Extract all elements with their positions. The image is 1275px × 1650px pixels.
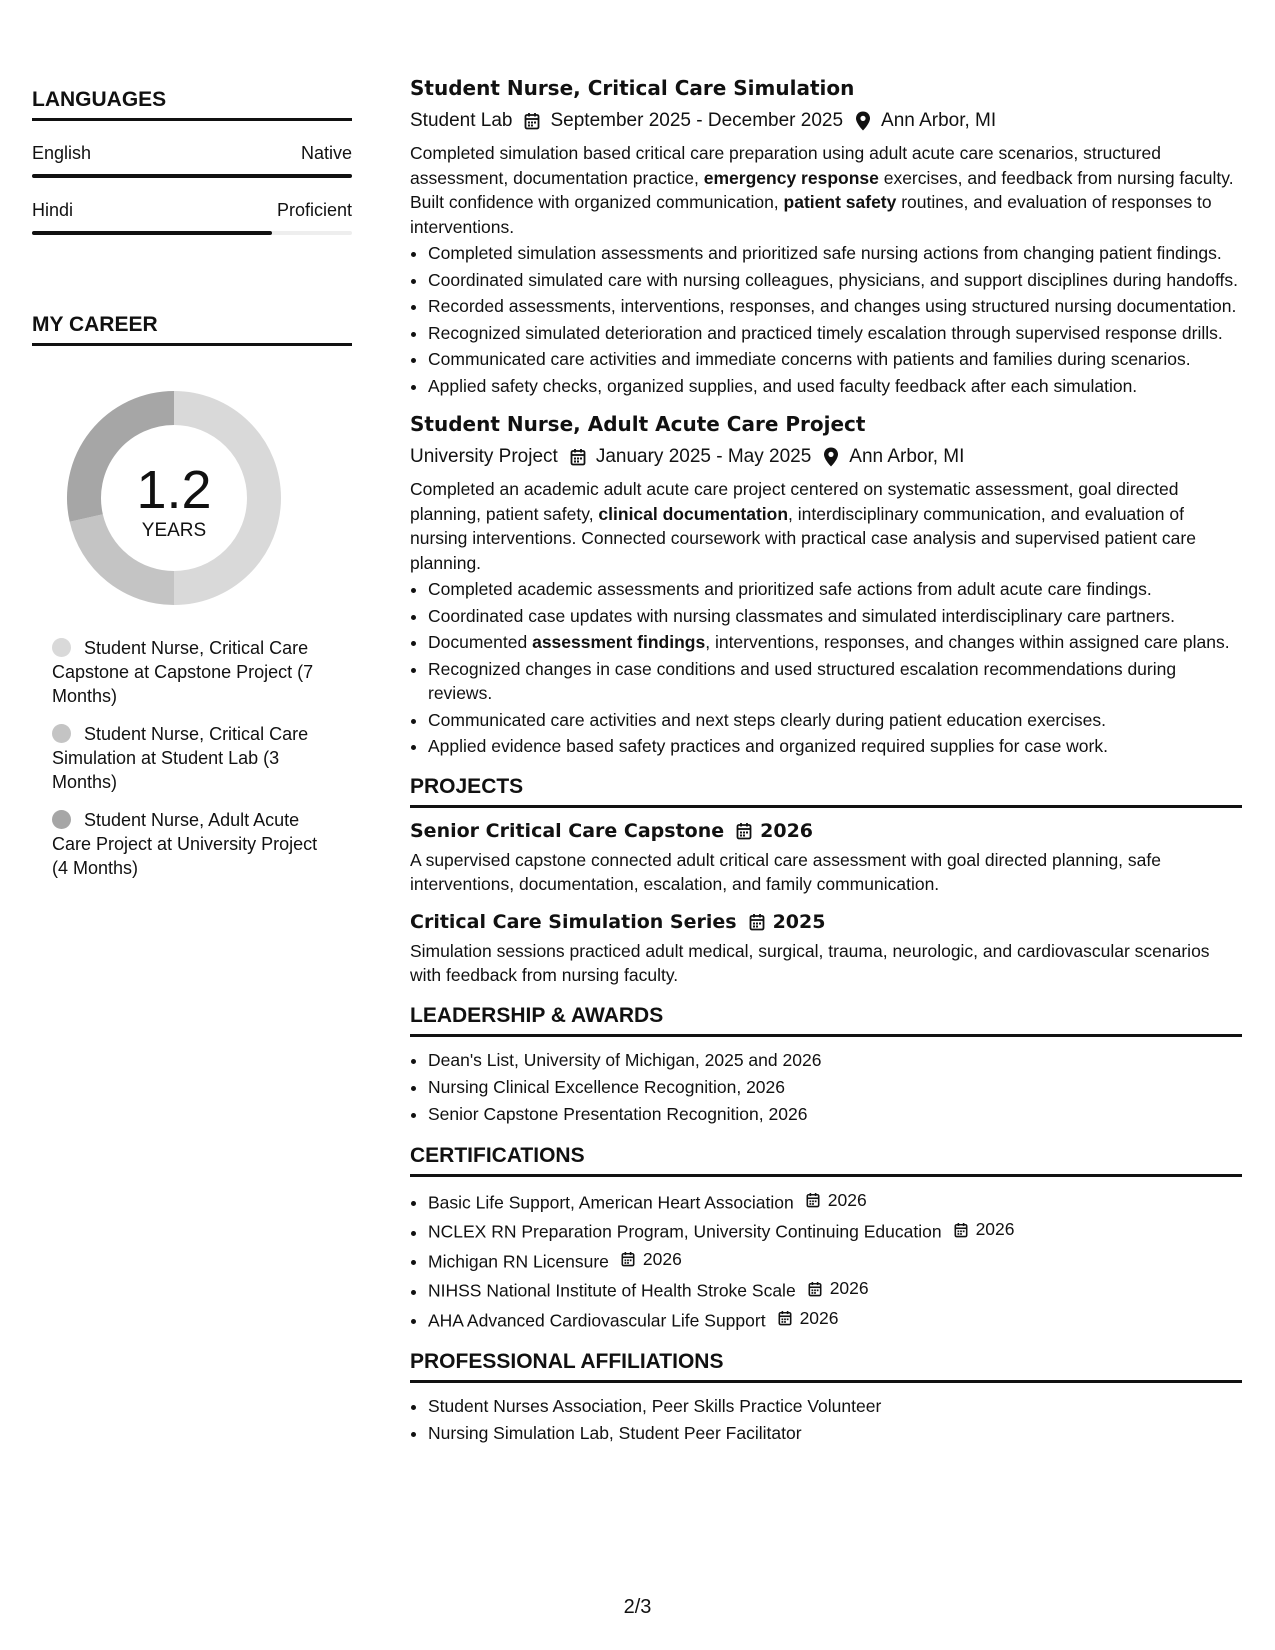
sidebar: [32, 88, 352, 894]
job-bullet: [428, 347, 1242, 372]
projects-list: [410, 820, 1242, 988]
job-location: Ann Arbor, MI: [881, 110, 997, 131]
awards-title: LEADERSHIP & AWARDS: [410, 1004, 1242, 1037]
career-legend-label: Student Nurse, Critical Care Simulation at Student Lab (3 Months): [52, 724, 309, 792]
career-legend-label: Student Nurse, Adult Acute Care Project at University Project (4 Months): [52, 810, 318, 878]
certification-year: 2026: [975, 1219, 1015, 1239]
text-segment: Recognized simulated deterioration and practiced timely escalation through supervised response drills.: [428, 322, 1223, 343]
language-name: Hindi: [32, 200, 74, 220]
location-pin-icon: [823, 447, 839, 467]
project-year: 2025: [772, 910, 826, 933]
text-segment: Recorded assessments, interventions, responses, and changes using structured nursing documentation.: [428, 296, 1237, 316]
certification-date: [621, 1246, 682, 1273]
certification-year: 2026: [642, 1248, 682, 1269]
text-segment: Applied safety checks, organized supplies, and used faculty feedback after each simulation.: [428, 375, 1138, 396]
certification-item: [428, 1275, 1242, 1305]
text-segment: Recognized changes in case conditions and used structured escalation recommendations during reviews.: [428, 658, 1177, 703]
bold-keyword: assessment findings: [532, 632, 706, 652]
job-meta: [410, 446, 1242, 468]
language-item: [32, 200, 352, 235]
project-year: 2026: [760, 819, 814, 842]
affiliation-item: • Nursing Simulation Lab, Student Peer Facilitator: [428, 1420, 1242, 1447]
project-entry: [410, 911, 1242, 988]
job-bullet: [428, 708, 1242, 733]
career-legend-item: [52, 808, 332, 880]
calendar-icon: [806, 1192, 824, 1208]
calendar-icon: [778, 1310, 796, 1326]
certification-date: [778, 1305, 839, 1332]
certification-date: [808, 1275, 869, 1302]
project-description: A supervised capstone connected adult critical care assessment with goal directed planning, safe interventions, documentation, escalation, and family communication.: [410, 849, 1161, 894]
text-segment: Completed academic assessments and prioritized safe actions from adult acute care findings.: [428, 579, 1152, 599]
career-legend: [52, 636, 332, 880]
job-description: [410, 141, 1242, 239]
language-level-bar: [32, 174, 352, 178]
projects-title: PROJECTS: [410, 775, 1242, 808]
certification-year: 2026: [829, 1278, 869, 1298]
language-row: [32, 143, 352, 164]
calendar-icon: [749, 913, 765, 931]
text-segment: Communicated care activities and next steps clearly during patient education exercises.: [428, 709, 1106, 730]
project-name: Critical Care Simulation Series: [410, 910, 737, 933]
bold-keyword: clinical documentation: [598, 503, 789, 524]
award-item: • Nursing Clinical Excellence Recognition, 2026: [428, 1074, 1242, 1101]
text-segment: routines, and evaluation of responses to interventions.: [410, 192, 1212, 237]
text-segment: Coordinated simulated care with nursing colleagues, physicians, and support disciplines during handoffs.: [428, 269, 1239, 290]
project-entry: [410, 820, 1242, 897]
project-header: [410, 911, 1242, 933]
career-legend-item: [52, 636, 332, 708]
legend-dot-icon: [52, 810, 71, 829]
project-name: Senior Critical Care Capstone: [410, 819, 725, 842]
award-item: • Dean's List, University of Michigan, 2025 and 2026: [428, 1047, 1242, 1074]
job-title: Student Nurse, Critical Care Simulation: [410, 76, 855, 100]
certification-year: 2026: [799, 1307, 839, 1328]
job-dates: January 2025 - May 2025: [595, 446, 812, 467]
certification-date: [806, 1187, 867, 1214]
career-donut-chart: [66, 390, 282, 606]
certifications-list: [410, 1187, 1242, 1335]
career-legend-label: Student Nurse, Critical Care Capstone at Capstone Project (7 Months): [52, 638, 314, 706]
language-item: [32, 143, 352, 178]
job-description: [410, 477, 1242, 575]
text-segment: Completed simulation based critical care preparation using adult acute care scenarios, structured assessment, documentation practice,: [410, 143, 1161, 188]
experience-list: [410, 76, 1242, 759]
career-legend-item: [52, 722, 332, 794]
calendar-icon: [524, 112, 540, 130]
language-level-fill: [32, 174, 352, 178]
legend-dot-icon: [52, 638, 71, 657]
language-level: Proficient: [276, 200, 352, 220]
certification-date: [954, 1216, 1015, 1243]
job-bullet: [428, 577, 1242, 602]
calendar-icon: [736, 822, 752, 840]
certification-item: [428, 1305, 1242, 1335]
affiliation-item: • Student Nurses Association, Peer Skills Practice Volunteer: [428, 1393, 1242, 1420]
bold-keyword: patient safety: [783, 192, 897, 212]
career-total-value: 1.2: [136, 460, 212, 520]
location-pin-icon: [855, 111, 871, 131]
job-bullet: [428, 321, 1242, 346]
job-bullet: [428, 657, 1242, 706]
text-segment: exercises, and feedback from nursing faculty. Built confidence with organized communication,: [410, 167, 1234, 212]
text-segment: Completed an academic adult acute care project centered on systematic assessment, goal directed planning, patient safety,: [410, 479, 1179, 524]
award-item: • Senior Capstone Presentation Recognition, 2026: [428, 1101, 1242, 1128]
calendar-icon: [621, 1251, 639, 1267]
language-level: Native: [300, 143, 352, 163]
languages-title: LANGUAGES: [32, 88, 352, 121]
job-bullet: [428, 734, 1242, 759]
job-bullet: [428, 374, 1242, 399]
certification-item: [428, 1216, 1242, 1246]
text-segment: , interdisciplinary communication, and evaluation of nursing interventions. Connected coursework with practical case analysis and supervised patient care planning.: [410, 503, 1196, 573]
job-bullet: [428, 604, 1242, 629]
certification-name: Michigan RN Licensure: [428, 1251, 609, 1271]
project-header: [410, 820, 1242, 842]
job-dates: September 2025 - December 2025: [550, 110, 844, 131]
affiliations-list: [410, 1393, 1242, 1447]
certification-item: [428, 1187, 1242, 1217]
certifications-section: [410, 1144, 1242, 1335]
projects-section: [410, 775, 1242, 988]
calendar-icon: [570, 448, 586, 466]
awards-list: [410, 1047, 1242, 1128]
job-bullet: [428, 630, 1242, 655]
page-number: 2/3: [623, 1596, 652, 1618]
language-level-bar: [32, 231, 352, 235]
job-organization: Student Lab: [410, 110, 513, 131]
job-location: Ann Arbor, MI: [849, 446, 965, 467]
job-organization: University Project: [410, 446, 558, 467]
certifications-title: CERTIFICATIONS: [410, 1144, 1242, 1177]
certification-item: [428, 1246, 1242, 1276]
text-segment: Documented: [428, 632, 533, 652]
bold-keyword: emergency response: [703, 167, 879, 188]
affiliations-title: PROFESSIONAL AFFILIATIONS: [410, 1350, 1242, 1383]
job-bullets: [410, 577, 1242, 759]
certification-name: Basic Life Support, American Heart Association: [428, 1192, 794, 1212]
language-name: English: [32, 143, 92, 163]
project-description: Simulation sessions practiced adult medical, surgical, trauma, neurologic, and cardiovascular scenarios with feedback from nursing faculty.: [410, 940, 1210, 985]
text-segment: Coordinated case updates with nursing classmates and simulated interdisciplinary care partners.: [428, 605, 1176, 626]
job-meta: [410, 110, 1242, 132]
text-segment: Applied evidence based safety practices and organized required supplies for case work.: [428, 736, 1108, 756]
calendar-icon: [808, 1281, 826, 1297]
legend-dot-icon: [52, 724, 71, 743]
text-segment: , interventions, responses, and changes within assigned care plans.: [705, 632, 1230, 652]
job-bullet: [428, 294, 1242, 319]
career-total-unit: YEARS: [141, 520, 207, 541]
certification-name: AHA Advanced Cardiovascular Life Support: [428, 1310, 766, 1330]
job-bullet: [428, 268, 1242, 293]
languages-list: [32, 143, 352, 235]
affiliations-section: [410, 1350, 1242, 1447]
main-content: [410, 76, 1242, 1447]
job-title: Student Nurse, Adult Acute Care Project: [410, 412, 866, 436]
language-row: [32, 200, 352, 221]
awards-section: [410, 1004, 1242, 1128]
job-bullet: [428, 241, 1242, 266]
certification-name: NCLEX RN Preparation Program, University Continuing Education: [428, 1221, 942, 1242]
career-title: MY CAREER: [32, 313, 352, 346]
experience-entry: [410, 76, 1242, 398]
text-segment: Completed simulation assessments and prioritized safe nursing actions from changing patient findings.: [428, 243, 1222, 263]
calendar-icon: [954, 1222, 972, 1238]
experience-entry: [410, 412, 1242, 759]
job-bullets: [410, 241, 1242, 398]
language-level-fill: [32, 231, 272, 235]
certification-year: 2026: [827, 1189, 867, 1210]
certification-name: NIHSS National Institute of Health Stroke Scale: [428, 1280, 796, 1301]
text-segment: Communicated care activities and immediate concerns with patients and families during scenarios.: [428, 349, 1191, 369]
